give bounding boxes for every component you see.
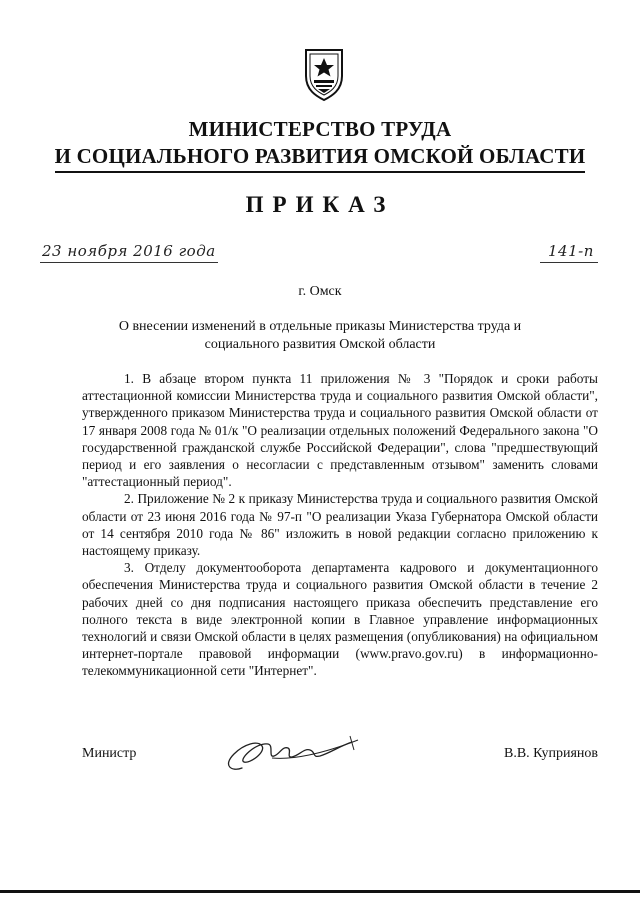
order-number: 141-п [548,242,594,260]
page-bottom-edge [0,890,640,893]
number-underline [540,262,598,263]
coat-of-arms-icon [302,46,346,102]
signature-block [82,738,598,778]
ministry-title-line2: И СОЦИАЛЬНОГО РАЗВИТИЯ ОМСКОЙ ОБЛАСТИ [55,143,586,173]
signatory-name: В.В. Куприянов [504,746,598,761]
ministry-title-line1: МИНИСТЕРСТВО ТРУДА [188,117,452,141]
paragraph-3: 3. Отделу документооборота департамента кадрового и документационного обеспечения Министерства труда и социального развития Омской области в течение 2 рабочих дней со дня подписания настоящего приказа обеспечить представление его полного текста в виде электронной копии в Главное управление информационных технологий и связи Омской области в целях размещения (опубликования) на официальном интернет-портале правовой информации (www.pravo.gov.ru) в информационно-телекоммуникационной сети "Интернет". [82,560,598,679]
handwritten-signature-icon [212,728,362,776]
order-date: 23 ноября 2016 года [42,242,216,260]
paragraph-1: 1. В абзаце втором пункта 11 приложения № 3 "Порядок и сроки работы аттестационной комиссии Министерства труда и социального развития Омской области", утвержденного приказом Министерства труда и социального развития Омской области от 17 января 2008 года № 01/к "О реализации отдельных положений Федерального закона "О государственной гражданской службе Российской Федерации", слова "предшествующий период и его заявления о несогласии с представленным отзывом" заменить словами "аттестационный период". [82,371,598,490]
order-subject: О внесении изменений в отдельные приказы Министерства труда и социального развития Омской области [118,319,522,352]
city-line: г. Омск [298,284,342,299]
document-type-heading: ПРИКАЗ [245,192,395,217]
order-body [82,370,598,680]
date-underline [40,262,218,263]
ministry-title [40,116,600,173]
signatory-role: Министр [82,746,137,761]
paragraph-2: 2. Приложение № 2 к приказу Министерства труда и социального развития Омской области от 23 июня 2016 года № 97-п "О реализации Указа Губернатора Омской области от 14 сентября 2010 года № 86" изложить в новой редакции согласно приложению к настоящему приказу. [82,491,598,559]
